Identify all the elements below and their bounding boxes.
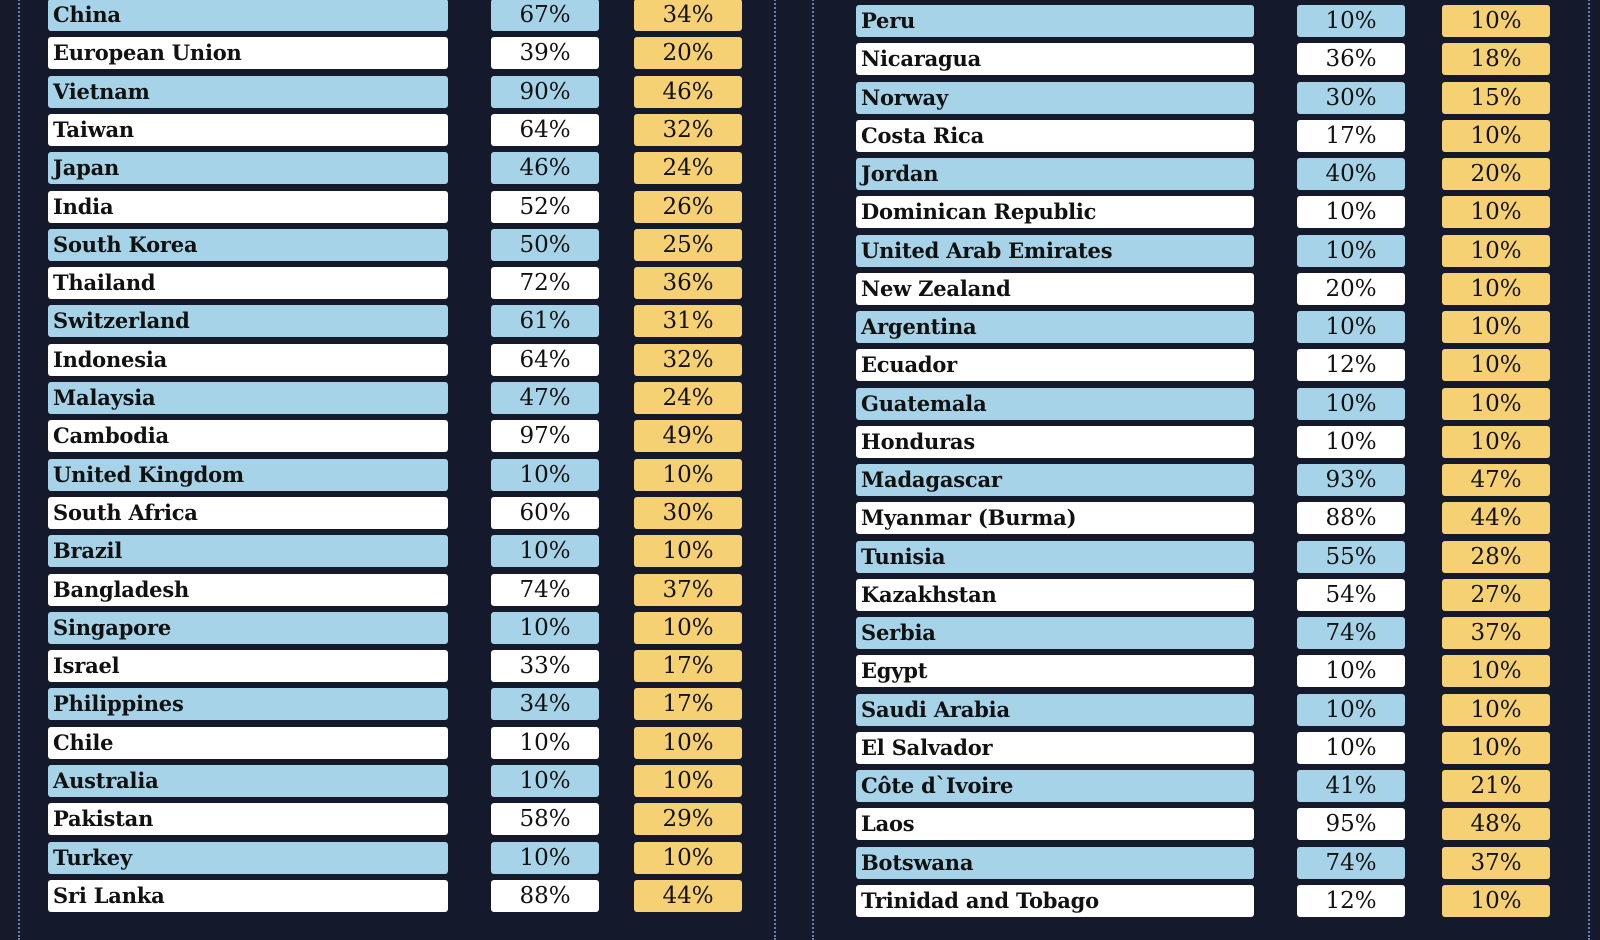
rate-2-cell: 15% <box>1442 82 1550 114</box>
table-row <box>806 5 1600 37</box>
rate-2-cell: 18% <box>1442 43 1550 75</box>
rate-2-cell: 10% <box>1442 120 1550 152</box>
rate-2-cell: 31% <box>634 305 742 337</box>
table-row <box>14 191 794 223</box>
country-name: Honduras <box>856 426 1254 458</box>
table-row <box>806 541 1600 573</box>
rate-2-cell: 10% <box>1442 732 1550 764</box>
rate-1-cell: 90% <box>491 76 599 108</box>
rate-2-cell: 10% <box>1442 426 1550 458</box>
country-name: South Korea <box>48 229 448 261</box>
table-row <box>14 880 794 912</box>
rate-1-cell: 55% <box>1297 541 1405 573</box>
rate-1-cell: 12% <box>1297 885 1405 917</box>
rate-1-cell: 74% <box>1297 847 1405 879</box>
rate-2-cell: 49% <box>634 420 742 452</box>
rate-2-cell: 10% <box>1442 885 1550 917</box>
country-name: Jordan <box>856 158 1254 190</box>
rate-2-cell: 10% <box>634 727 742 759</box>
rate-1-cell: 33% <box>491 650 599 682</box>
table-row <box>806 426 1600 458</box>
table-row <box>806 579 1600 611</box>
rate-2-cell: 10% <box>1442 235 1550 267</box>
country-name: Peru <box>856 5 1254 37</box>
rate-2-cell: 10% <box>1442 311 1550 343</box>
rate-2-cell: 10% <box>634 842 742 874</box>
rate-1-cell: 10% <box>491 612 599 644</box>
table-row <box>14 152 794 184</box>
rate-1-cell: 72% <box>491 267 599 299</box>
rate-1-cell: 10% <box>491 765 599 797</box>
rate-1-cell: 10% <box>1297 694 1405 726</box>
rate-2-cell: 29% <box>634 803 742 835</box>
rate-1-cell: 52% <box>491 191 599 223</box>
rate-2-cell: 24% <box>634 152 742 184</box>
rate-1-cell: 93% <box>1297 464 1405 496</box>
rate-2-cell: 21% <box>1442 770 1550 802</box>
country-name: Ecuador <box>856 349 1254 381</box>
rate-1-cell: 74% <box>1297 617 1405 649</box>
table-row <box>806 847 1600 879</box>
country-name: Trinidad and Tobago <box>856 885 1254 917</box>
rate-1-cell: 95% <box>1297 808 1405 840</box>
rate-2-cell: 10% <box>1442 5 1550 37</box>
rate-2-cell: 46% <box>634 76 742 108</box>
country-name: Egypt <box>856 655 1254 687</box>
table-row <box>806 388 1600 420</box>
rate-2-cell: 20% <box>634 37 742 69</box>
table-row <box>14 612 794 644</box>
rate-2-cell: 36% <box>634 267 742 299</box>
country-name: United Kingdom <box>48 459 448 491</box>
country-name: Madagascar <box>856 464 1254 496</box>
rate-1-cell: 36% <box>1297 43 1405 75</box>
rate-2-cell: 48% <box>1442 808 1550 840</box>
country-name: New Zealand <box>856 273 1254 305</box>
table-row <box>806 885 1600 917</box>
table-row <box>806 694 1600 726</box>
country-name: Sri Lanka <box>48 880 448 912</box>
country-name: Kazakhstan <box>856 579 1254 611</box>
rate-2-cell: 47% <box>1442 464 1550 496</box>
country-name: El Salvador <box>856 732 1254 764</box>
country-name: Côte d`Ivoire <box>856 770 1254 802</box>
table-row <box>14 382 794 414</box>
table-row <box>806 808 1600 840</box>
rate-2-cell: 17% <box>634 650 742 682</box>
rate-1-cell: 17% <box>1297 120 1405 152</box>
rate-2-cell: 17% <box>634 688 742 720</box>
country-name: Thailand <box>48 267 448 299</box>
rate-1-cell: 64% <box>491 114 599 146</box>
country-name: United Arab Emirates <box>856 235 1254 267</box>
rate-1-cell: 10% <box>1297 732 1405 764</box>
country-name: Argentina <box>856 311 1254 343</box>
rate-1-cell: 74% <box>491 574 599 606</box>
rate-1-cell: 88% <box>1297 502 1405 534</box>
rate-2-cell: 26% <box>634 191 742 223</box>
country-name: Japan <box>48 152 448 184</box>
table-row <box>14 420 794 452</box>
country-name: Laos <box>856 808 1254 840</box>
country-name: Vietnam <box>48 76 448 108</box>
rate-2-cell: 44% <box>634 880 742 912</box>
table-row <box>806 732 1600 764</box>
table-row <box>806 43 1600 75</box>
table-row <box>806 349 1600 381</box>
table-row <box>14 574 794 606</box>
rate-1-cell: 39% <box>491 37 599 69</box>
rate-1-cell: 10% <box>1297 426 1405 458</box>
table-row <box>14 76 794 108</box>
rate-1-cell: 10% <box>491 727 599 759</box>
table-row <box>14 803 794 835</box>
rate-1-cell: 64% <box>491 344 599 376</box>
table-row <box>806 82 1600 114</box>
table-row <box>806 770 1600 802</box>
country-name: Singapore <box>48 612 448 644</box>
table-row <box>806 502 1600 534</box>
rate-2-cell: 24% <box>634 382 742 414</box>
rate-1-cell: 97% <box>491 420 599 452</box>
rate-1-cell: 10% <box>491 842 599 874</box>
table-row <box>14 114 794 146</box>
rate-2-cell: 10% <box>634 459 742 491</box>
country-name: Philippines <box>48 688 448 720</box>
country-name: China <box>48 0 448 31</box>
country-name: Guatemala <box>856 388 1254 420</box>
rate-2-cell: 10% <box>1442 196 1550 228</box>
rate-1-cell: 61% <box>491 305 599 337</box>
rate-1-cell: 41% <box>1297 770 1405 802</box>
rate-2-cell: 10% <box>1442 388 1550 420</box>
table-row <box>806 273 1600 305</box>
table-row <box>806 464 1600 496</box>
country-name: Pakistan <box>48 803 448 835</box>
rate-1-cell: 34% <box>491 688 599 720</box>
rate-2-cell: 44% <box>1442 502 1550 534</box>
rate-2-cell: 20% <box>1442 158 1550 190</box>
rate-2-cell: 10% <box>1442 273 1550 305</box>
country-name: Malaysia <box>48 382 448 414</box>
rate-2-cell: 28% <box>1442 541 1550 573</box>
table-row <box>806 120 1600 152</box>
country-name: Myanmar (Burma) <box>856 502 1254 534</box>
table-row <box>806 311 1600 343</box>
country-name: Brazil <box>48 535 448 567</box>
rate-1-cell: 58% <box>491 803 599 835</box>
country-name: Norway <box>856 82 1254 114</box>
rate-2-cell: 27% <box>1442 579 1550 611</box>
table-row <box>14 688 794 720</box>
country-name: Serbia <box>856 617 1254 649</box>
rate-2-cell: 10% <box>1442 694 1550 726</box>
rate-2-cell: 25% <box>634 229 742 261</box>
country-name: European Union <box>48 37 448 69</box>
table-row <box>14 37 794 69</box>
rate-1-cell: 10% <box>1297 655 1405 687</box>
table-row <box>14 229 794 261</box>
table-row <box>14 842 794 874</box>
country-name: Switzerland <box>48 305 448 337</box>
rate-1-cell: 46% <box>491 152 599 184</box>
rate-1-cell: 50% <box>491 229 599 261</box>
table-row <box>806 235 1600 267</box>
rate-2-cell: 37% <box>634 574 742 606</box>
country-name: Nicaragua <box>856 43 1254 75</box>
rate-2-cell: 10% <box>634 612 742 644</box>
country-name: Costa Rica <box>856 120 1254 152</box>
rate-1-cell: 60% <box>491 497 599 529</box>
table-row <box>806 196 1600 228</box>
rate-2-cell: 32% <box>634 344 742 376</box>
country-name: Bangladesh <box>48 574 448 606</box>
table-row <box>14 497 794 529</box>
right-table-panel <box>806 0 1600 940</box>
rate-2-cell: 30% <box>634 497 742 529</box>
rate-2-cell: 10% <box>634 765 742 797</box>
rate-2-cell: 34% <box>634 0 742 31</box>
table-row <box>14 650 794 682</box>
rate-1-cell: 40% <box>1297 158 1405 190</box>
rate-1-cell: 10% <box>1297 388 1405 420</box>
table-row <box>14 459 794 491</box>
table-row <box>14 765 794 797</box>
country-name: Tunisia <box>856 541 1254 573</box>
country-name: South Africa <box>48 497 448 529</box>
rate-1-cell: 10% <box>1297 235 1405 267</box>
rate-1-cell: 20% <box>1297 273 1405 305</box>
country-name: Saudi Arabia <box>856 694 1254 726</box>
rate-1-cell: 10% <box>491 459 599 491</box>
rate-1-cell: 47% <box>491 382 599 414</box>
table-row <box>806 655 1600 687</box>
rate-2-cell: 37% <box>1442 617 1550 649</box>
table-row <box>14 344 794 376</box>
table-row <box>806 158 1600 190</box>
country-name: Israel <box>48 650 448 682</box>
country-name: Australia <box>48 765 448 797</box>
table-row <box>14 727 794 759</box>
rate-1-cell: 88% <box>491 880 599 912</box>
country-name: Turkey <box>48 842 448 874</box>
country-name: Indonesia <box>48 344 448 376</box>
rate-1-cell: 10% <box>1297 196 1405 228</box>
rate-2-cell: 10% <box>634 535 742 567</box>
table-row <box>14 0 794 31</box>
rate-2-cell: 10% <box>1442 655 1550 687</box>
country-name: Taiwan <box>48 114 448 146</box>
table-row <box>14 267 794 299</box>
rate-1-cell: 10% <box>1297 311 1405 343</box>
rate-1-cell: 10% <box>491 535 599 567</box>
rate-2-cell: 10% <box>1442 349 1550 381</box>
rate-2-cell: 37% <box>1442 847 1550 879</box>
country-name: Botswana <box>856 847 1254 879</box>
table-row <box>14 535 794 567</box>
rate-1-cell: 30% <box>1297 82 1405 114</box>
rate-1-cell: 54% <box>1297 579 1405 611</box>
rate-2-cell: 32% <box>634 114 742 146</box>
country-name: India <box>48 191 448 223</box>
country-name: Cambodia <box>48 420 448 452</box>
country-name: Dominican Republic <box>856 196 1254 228</box>
table-row <box>14 305 794 337</box>
rate-1-cell: 12% <box>1297 349 1405 381</box>
rate-1-cell: 10% <box>1297 5 1405 37</box>
left-table-panel <box>14 0 794 940</box>
country-name: Chile <box>48 727 448 759</box>
table-row <box>806 617 1600 649</box>
rate-1-cell: 67% <box>491 0 599 31</box>
